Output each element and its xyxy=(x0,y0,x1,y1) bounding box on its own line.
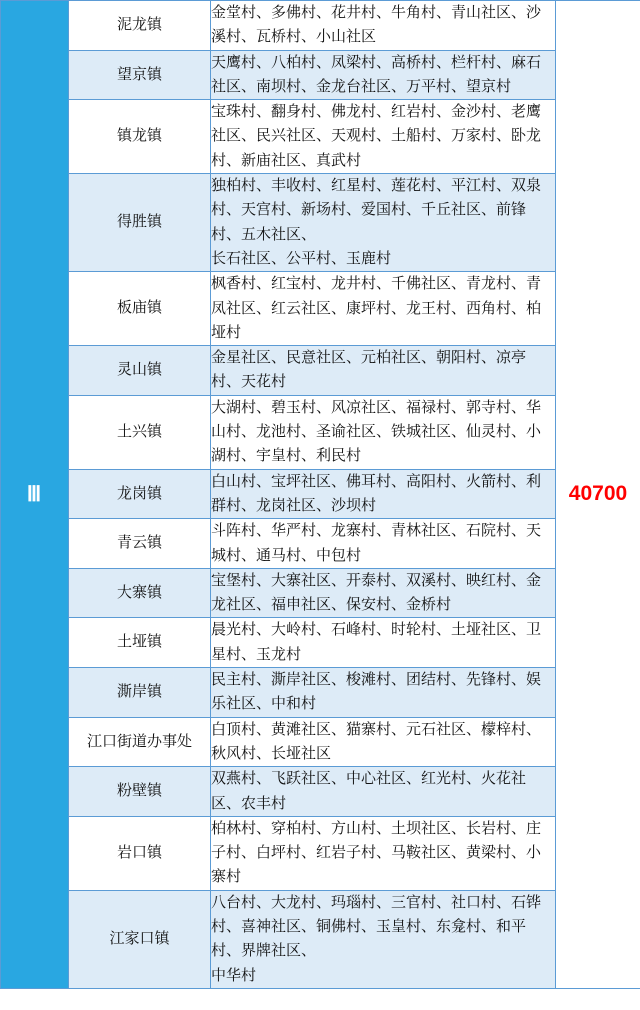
town-cell: 澌岸镇 xyxy=(69,668,211,718)
table-row xyxy=(1,1,640,51)
town-cell: 大寨镇 xyxy=(69,568,211,618)
villages-cell: 天鹰村、八柏村、凤梁村、高桥村、栏杆村、麻石社区、南坝村、金龙台社区、万平村、望京村 xyxy=(211,50,556,100)
town-cell: 岩口镇 xyxy=(69,816,211,890)
villages-cell: 白山村、宝坪社区、佛耳村、高阳村、火箭村、利群村、龙岗社区、沙坝村 xyxy=(211,469,556,519)
villages-cell: 大湖村、碧玉村、风凉社区、福禄村、郭寺村、华山村、龙池村、圣谕社区、铁城社区、仙灵村、小湖村、宇皇村、利民村 xyxy=(211,395,556,469)
villages-cell: 斗阵村、华严村、龙寨村、青林社区、石院村、天城村、通马村、中包村 xyxy=(211,519,556,569)
table-row xyxy=(1,816,640,890)
town-cell: 灵山镇 xyxy=(69,346,211,396)
villages-cell: 金堂村、多佛村、花井村、牛角村、青山社区、沙溪村、瓦桥村、小山社区 xyxy=(211,1,556,51)
town-cell: 粉壁镇 xyxy=(69,767,211,817)
town-cell: 镇龙镇 xyxy=(69,100,211,174)
table-row xyxy=(1,618,640,668)
villages-cell: 双燕村、飞跃社区、中心社区、红光村、火花社区、农丰村 xyxy=(211,767,556,817)
table-row xyxy=(1,346,640,396)
table-body xyxy=(1,1,640,989)
table-row xyxy=(1,568,640,618)
town-cell: 泥龙镇 xyxy=(69,1,211,51)
table-row xyxy=(1,469,640,519)
town-cell: 江家口镇 xyxy=(69,890,211,988)
town-cell: 土兴镇 xyxy=(69,395,211,469)
villages-cell: 金星社区、民意社区、元柏社区、朝阳村、凉亭村、天花村 xyxy=(211,346,556,396)
table-row xyxy=(1,395,640,469)
villages-cell: 柏林村、穿柏村、方山村、土坝社区、长岩村、庄子村、白坪村、红岩子村、马鞍社区、黄梁村、小寨村 xyxy=(211,816,556,890)
table-row xyxy=(1,519,640,569)
number-cell: 40700 xyxy=(556,1,640,989)
town-cell: 土垭镇 xyxy=(69,618,211,668)
town-cell: 龙岗镇 xyxy=(69,469,211,519)
town-cell: 江口街道办事处 xyxy=(69,717,211,767)
villages-cell: 宝堡村、大寨社区、开泰村、双溪村、映红村、金龙社区、福申社区、保安村、金桥村 xyxy=(211,568,556,618)
villages-cell: 宝珠村、翻身村、佛龙村、红岩村、金沙村、老鹰社区、民兴社区、天观村、土船村、万家村、卧龙村、新庙社区、真武村 xyxy=(211,100,556,174)
villages-cell: 民主村、澌岸社区、梭滩村、团结村、先锋村、娱乐社区、中和村 xyxy=(211,668,556,718)
table-row xyxy=(1,272,640,346)
table-row xyxy=(1,717,640,767)
villages-cell: 晨光村、大岭村、石峰村、时轮村、土垭社区、卫星村、玉龙村 xyxy=(211,618,556,668)
villages-cell: 白顶村、黄滩社区、猫寨村、元石社区、檬梓村、秋风村、长垭社区 xyxy=(211,717,556,767)
town-cell: 青云镇 xyxy=(69,519,211,569)
town-cell: 板庙镇 xyxy=(69,272,211,346)
villages-cell: 独柏村、丰收村、红星村、莲花村、平江村、双泉村、天宫村、新场村、爱国村、千丘社区、前锋村、五木社区、 长石社区、公平村、玉鹿村 xyxy=(211,174,556,272)
table-row xyxy=(1,100,640,174)
table-row xyxy=(1,890,640,988)
group-cell: Ⅲ xyxy=(1,1,69,989)
town-cell: 望京镇 xyxy=(69,50,211,100)
villages-cell: 八台村、大龙村、玛瑙村、三官村、社口村、石铧村、喜神社区、铜佛村、玉皇村、东龛村、和平村、界牌社区、 中华村 xyxy=(211,890,556,988)
town-cell: 得胜镇 xyxy=(69,174,211,272)
table-row xyxy=(1,767,640,817)
table-row xyxy=(1,50,640,100)
villages-cell: 枫香村、红宝村、龙井村、千佛社区、青龙村、青凤社区、红云社区、康坪村、龙王村、西角村、柏垭村 xyxy=(211,272,556,346)
table-row xyxy=(1,668,640,718)
table-row xyxy=(1,174,640,272)
